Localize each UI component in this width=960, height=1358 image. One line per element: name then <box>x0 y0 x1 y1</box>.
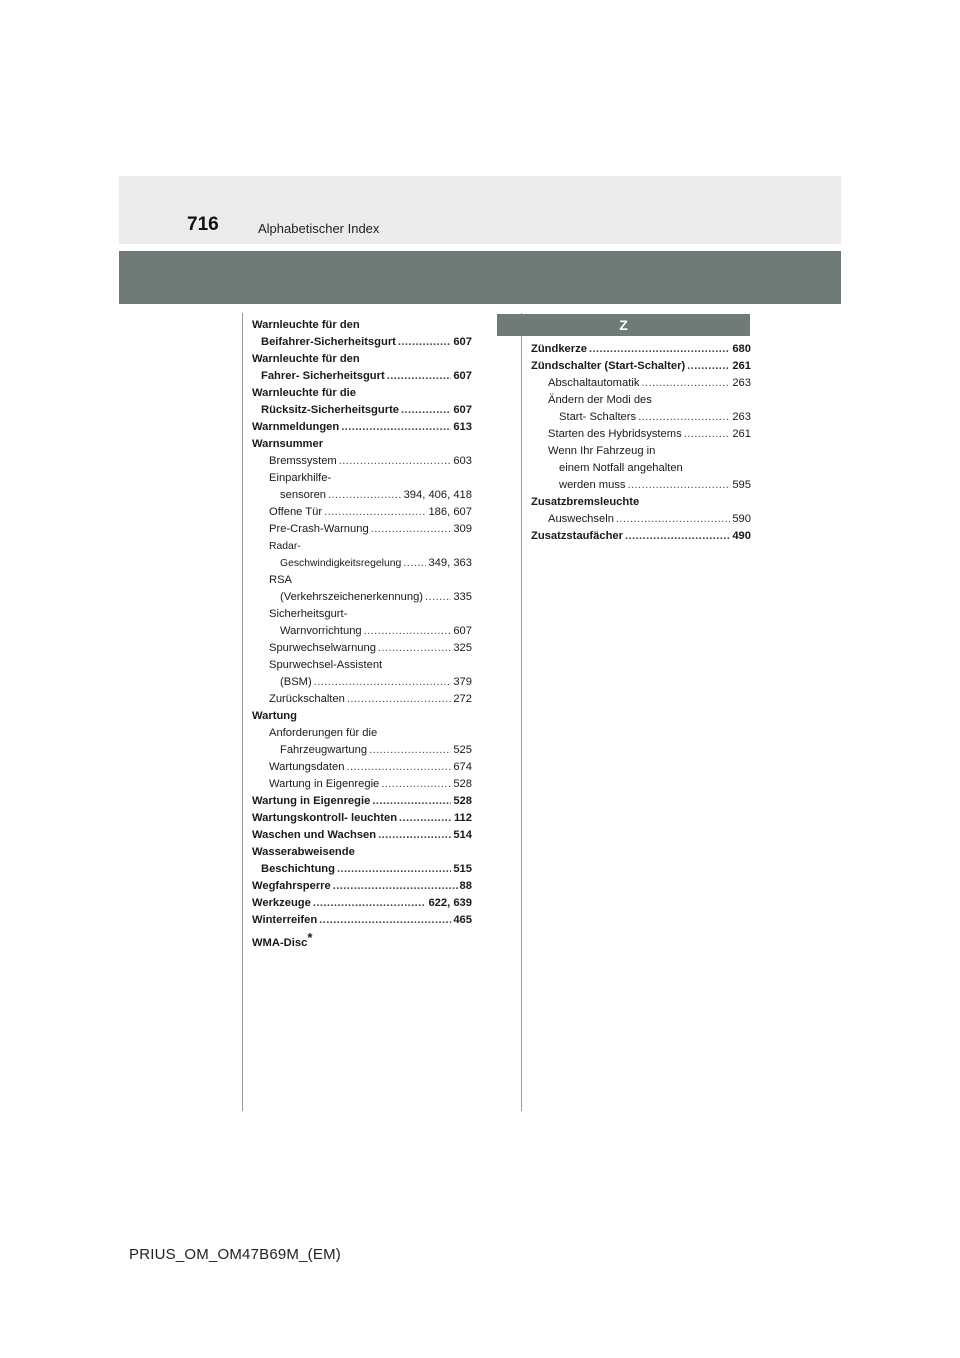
index-entry: WMA-Disc* <box>252 930 313 949</box>
index-subentry: Spurwechselwarnung ..... 325 <box>252 640 472 657</box>
index-subentry: Bremssystem ..... 603 <box>252 453 472 470</box>
index-subentry: Pre-Crash-Warnung ..... 309 <box>252 521 472 538</box>
index-entry-label: Warnleuchte für die <box>252 387 357 399</box>
index-subentry: Auswechseln ..... 590 <box>531 511 751 528</box>
index-entry-label: Warnleuchte für den <box>252 319 360 331</box>
index-subentry-label: RSA <box>269 574 293 586</box>
index-subentry: (Verkehrszeichenerkennung) ..... 335 <box>252 589 472 606</box>
index-subentry-label: Radar- <box>269 541 301 552</box>
index-subentry-label: Sicherheitsgurt- <box>269 608 348 620</box>
index-entry-heading: Wartung <box>252 710 297 722</box>
index-subentry: Wartung in Eigenregie ..... 528 <box>252 776 472 793</box>
index-entry: Beifahrer-Sicherheitsgurt ..... 607 <box>252 334 472 351</box>
index-subentry: (BSM) ..... 379 <box>252 674 472 691</box>
footnote-asterisk: * <box>307 930 313 945</box>
index-subentry: Start- Schalters ..... 263 <box>531 409 751 426</box>
index-entry-heading: Zusatzbremsleuchte <box>531 496 640 508</box>
index-subentry: werden muss ..... 595 <box>531 477 751 494</box>
left-column-divider <box>242 313 243 1111</box>
index-entry: Beschichtung ..... 515 <box>252 861 472 878</box>
index-entry-label: Warnleuchte für den <box>252 353 360 365</box>
header-dark-band <box>119 251 841 304</box>
index-subentry: Offene Tür ..... 186, 607 <box>252 504 472 521</box>
index-subentry: Wartungsdaten ..... 674 <box>252 759 472 776</box>
index-entry: Winterreifen ..... 465 <box>252 912 472 929</box>
index-subentry: Zurückschalten ..... 272 <box>252 691 472 708</box>
index-entry: Wartungskontroll- leuchten ..... 112 <box>252 810 472 827</box>
index-subentry-label: Anforderungen für die <box>269 727 378 739</box>
index-entry: Fahrer- Sicherheitsgurt ..... 607 <box>252 368 472 385</box>
index-subentry-label: Einparkhilfe- <box>269 472 332 484</box>
index-letter-header: Z <box>497 314 750 336</box>
header-top-band <box>119 176 841 244</box>
index-entry-heading: Warnsummer <box>252 438 324 450</box>
index-entry-label: Wasserabweisende <box>252 846 355 858</box>
index-subentry: Starten des Hybridsystems ..... 261 <box>531 426 751 443</box>
document-code-footer: PRIUS_OM_OM47B69M_(EM) <box>129 1246 341 1263</box>
index-subentry-label: einem Notfall angehalten <box>559 462 683 474</box>
index-entry: Wartung in Eigenregie ..... 528 <box>252 793 472 810</box>
index-entry: Wegfahrsperre ..... 88 <box>252 878 472 895</box>
index-entry: Werkzeuge ..... 622, 639 <box>252 895 472 912</box>
index-subentry-label: Ändern der Modi des <box>548 394 652 406</box>
index-entry: Waschen und Wachsen ..... 514 <box>252 827 472 844</box>
index-subentry: Geschwindigkeitsregelung ..... 349, 363 <box>252 555 472 572</box>
index-entry: Warnmeldungen ..... 613 <box>252 419 472 436</box>
section-title: Alphabetischer Index <box>258 221 380 236</box>
index-subentry: sensoren ..... 394, 406, 418 <box>252 487 472 504</box>
index-subentry: Abschaltautomatik ..... 263 <box>531 375 751 392</box>
right-column-divider <box>521 313 522 1111</box>
page-number: 716 <box>187 214 219 235</box>
index-entry: Rücksitz-Sicherheitsgurte ..... 607 <box>252 402 472 419</box>
index-entry: Zündschalter (Start-Schalter) ..... 261 <box>531 358 751 375</box>
index-column-right <box>531 341 751 545</box>
index-column-left <box>252 317 472 952</box>
index-subentry-label: Spurwechsel-Assistent <box>269 659 383 671</box>
index-subentry: Fahrzeugwartung ..... 525 <box>252 742 472 759</box>
index-entry: Zusatzstaufächer ..... 490 <box>531 528 751 545</box>
index-subentry: Warnvorrichtung ..... 607 <box>252 623 472 640</box>
index-entry: Zündkerze ..... 680 <box>531 341 751 358</box>
index-subentry-label: Wenn Ihr Fahrzeug in <box>548 445 656 457</box>
